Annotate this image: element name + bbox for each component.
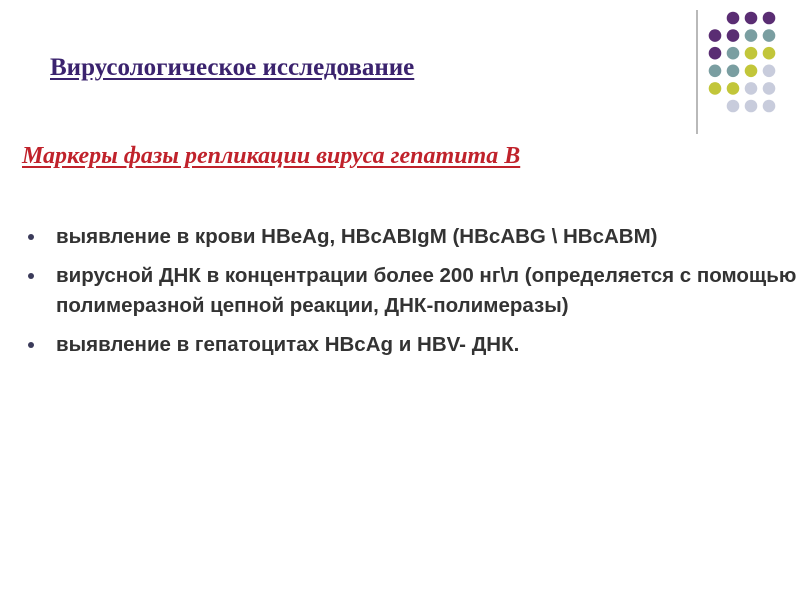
bullet-dot-icon [28,342,34,348]
slide-title: Вирусологическое исследование [50,54,415,81]
bullet-dot-icon [28,234,34,240]
decorative-dot [727,12,740,25]
decorative-dot [745,47,758,60]
bullet-list [28,222,798,369]
decorative-dot [709,82,722,95]
decorative-dot [745,82,758,95]
decorative-dot [727,29,740,42]
decorative-dot [727,82,740,95]
decorative-dot [709,29,722,42]
decorative-dot [763,29,776,42]
decorative-dot [745,12,758,25]
bullet-item-2 [28,261,798,321]
bullet-item-1 [28,222,798,252]
decorative-dot [763,100,776,113]
slide-subtitle: Маркеры фазы репликации вируса гепатита В [22,143,521,169]
decorative-dot [763,82,776,95]
bullet-text-2: вирусной ДНК в концентрации более 200 нг\л (определяется с помощью полимеразной цепной реакции, ДНК-полимеразы) [56,264,797,317]
decorative-dot [745,100,758,113]
decorative-dot-grid [680,0,800,140]
decorative-dot [709,47,722,60]
decorative-dot [727,47,740,60]
decorative-dot [727,65,740,78]
decorative-dot [709,65,722,78]
decorative-dot [745,29,758,42]
decorative-dot [745,65,758,78]
bullet-text-3: выявление в гепатоцитах HBcAg и HBV- ДНК. [56,333,520,356]
bullet-dot-icon [28,273,34,279]
decorative-dot [763,12,776,25]
decorative-dot [727,100,740,113]
decorative-dot [763,65,776,78]
bullet-text-1: выявление в крови HBeAg, HBcABIgM (HBcABG \ HBcABM) [56,225,658,248]
bullet-item-3 [28,330,798,360]
decorative-dot [763,47,776,60]
